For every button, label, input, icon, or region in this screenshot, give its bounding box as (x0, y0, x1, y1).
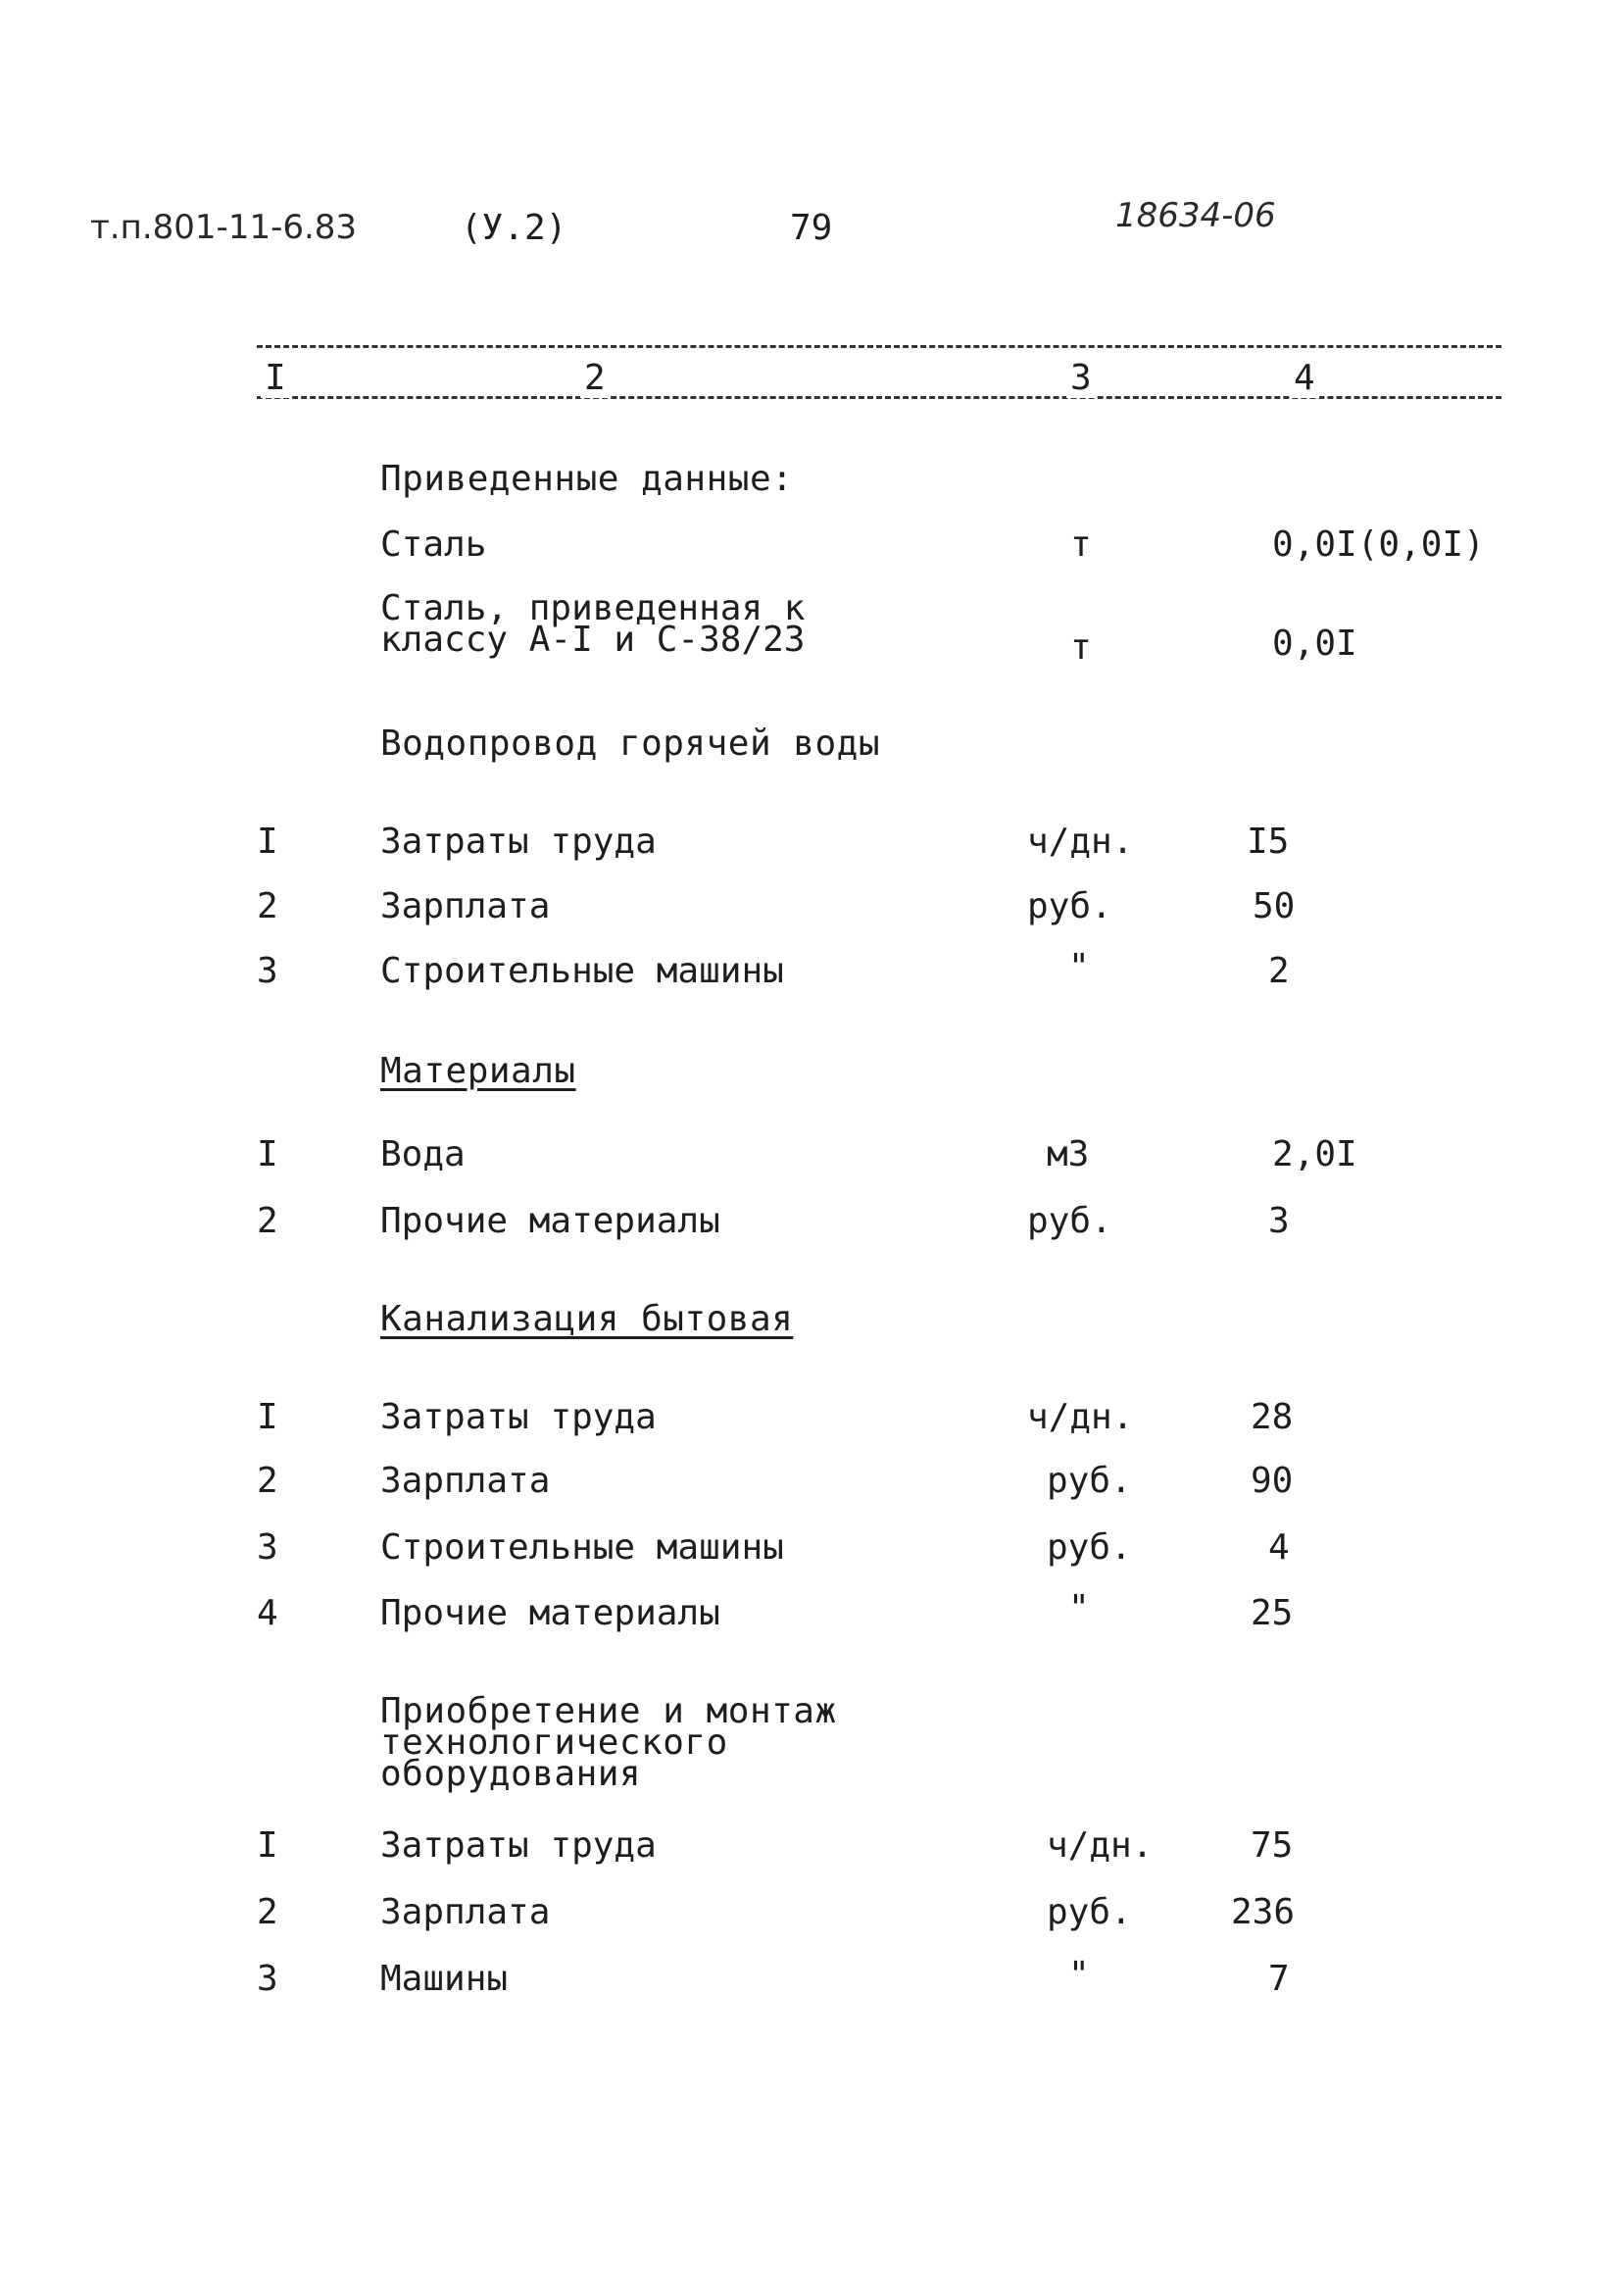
section-title-reduced: Приведенные данные: (380, 459, 794, 499)
column-header-2: 2 (580, 358, 610, 398)
document-code: т.п.801-11-6.83 (90, 208, 358, 247)
section-title-materials: Материалы (380, 1051, 576, 1091)
row-name: Зарплата (380, 1461, 551, 1501)
column-header-4: 4 (1290, 358, 1319, 398)
row-name: Машины (380, 1959, 509, 1999)
row-value: 75 (1251, 1825, 1294, 1866)
row-unit: " (1068, 947, 1090, 987)
row-value: 50 (1253, 886, 1296, 926)
row-unit: руб. (1027, 1201, 1112, 1241)
row-number: I (257, 1397, 278, 1437)
row-name: Сталь (380, 524, 487, 565)
row-unit: ч/дн. (1047, 1825, 1154, 1866)
row-number: 3 (257, 951, 278, 991)
inventory-number: 18634-06 (1115, 196, 1276, 235)
row-number: 2 (257, 1892, 278, 1932)
row-unit: ч/дн. (1027, 1397, 1134, 1437)
row-unit: руб. (1047, 1892, 1132, 1932)
row-value: I5 (1247, 822, 1290, 862)
row-number: I (257, 1134, 278, 1174)
section-title-equipment: Приобретение и монтаж технологического оборудования (380, 1691, 837, 1794)
column-header-3: 3 (1066, 358, 1096, 398)
section-title-hot-water: Водопровод горячей воды (380, 723, 880, 764)
row-unit: т (1070, 627, 1092, 668)
row-value: 0,0I(0,0I) (1272, 524, 1485, 565)
row-value: 2,0I (1272, 1134, 1357, 1174)
row-number: 4 (257, 1593, 278, 1633)
table-top-rule (257, 345, 1501, 348)
row-number: 3 (257, 1959, 278, 1999)
row-number: I (257, 822, 278, 862)
row-value: 3 (1268, 1201, 1290, 1241)
row-unit: руб. (1047, 1461, 1132, 1501)
row-value: 7 (1268, 1959, 1290, 1999)
page-number: 79 (790, 208, 833, 248)
row-number: 2 (257, 1461, 278, 1501)
row-value: 90 (1251, 1461, 1294, 1501)
row-value: 25 (1251, 1593, 1294, 1633)
row-unit: ч/дн. (1027, 822, 1134, 862)
row-value: 28 (1251, 1397, 1294, 1437)
row-name: Строительные машины (380, 951, 784, 991)
row-number: I (257, 1825, 278, 1866)
row-unit: " (1068, 1588, 1090, 1628)
row-value: 2 (1268, 951, 1290, 991)
section-title-sewer: Канализация бытовая (380, 1299, 794, 1339)
row-name: Прочие материалы (380, 1201, 720, 1241)
volume-label: (У.2) (461, 208, 567, 248)
row-number: 2 (257, 886, 278, 926)
row-unit: руб. (1027, 886, 1112, 926)
row-number: 2 (257, 1201, 278, 1241)
row-unit: руб. (1047, 1527, 1132, 1568)
row-name: Затраты труда (380, 822, 657, 862)
row-name: Зарплата (380, 886, 551, 926)
row-name: Вода (380, 1134, 466, 1174)
row-number: 3 (257, 1527, 278, 1568)
row-name: Затраты труда (380, 1397, 657, 1437)
row-unit: м3 (1047, 1134, 1090, 1174)
row-value: 236 (1231, 1892, 1296, 1932)
row-unit: " (1068, 1955, 1090, 1995)
row-name: Сталь, приведенная к классу А-I и С-38/23 (380, 588, 806, 660)
row-name: Строительные машины (380, 1527, 784, 1568)
row-unit: т (1070, 524, 1092, 565)
row-name: Прочие материалы (380, 1593, 720, 1633)
row-value: 0,0I (1272, 624, 1357, 664)
row-name: Зарплата (380, 1892, 551, 1932)
column-header-1: I (261, 358, 290, 398)
row-value: 4 (1268, 1527, 1290, 1568)
row-name: Затраты труда (380, 1825, 657, 1866)
